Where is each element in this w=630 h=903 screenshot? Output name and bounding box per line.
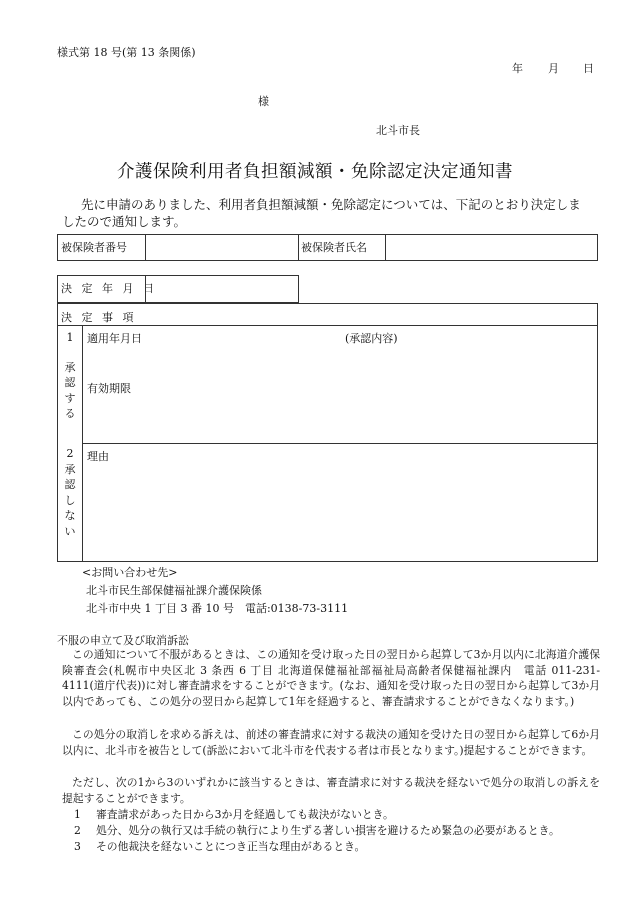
approve-char: 承: [64, 360, 76, 374]
list-item-text: 審査請求があった日から3か月を経過しても裁決がないとき。: [96, 808, 394, 821]
deny-char: 承: [64, 462, 76, 476]
document-title: 介護保険利用者負担額減額・免除認定決定通知書: [117, 162, 513, 182]
list-item: [74, 823, 560, 838]
approve-char: す: [64, 391, 76, 405]
approval-content-label: (承認内容): [345, 332, 398, 345]
objection-paragraph-1: この通知について不服があるときは、この通知を受け取った日の翌日から起算して3か月以内に北海道介護保険審査会(札幌市中央区北 3 条西 6 丁目 北海道保健福祉部福祉局高齢者保健福祉課内 電話 011-231-4111(道庁代表))に対し審査請求をすることができます。(なお、通知を受け取った日の翌日から起算して3か月以内であっても、この処分の翌日から起算して1年を経過すると、審査請求することができなくなります。): [62, 648, 600, 708]
objection-heading: 不服の申立て及び取消訴訟: [57, 634, 189, 647]
approve-char: 認: [64, 376, 76, 389]
divider: [82, 444, 83, 561]
form-number: 様式第 18 号(第 13 条関係): [57, 46, 196, 59]
deny-number: 2: [66, 447, 74, 460]
validity-label: 有効期限: [87, 382, 131, 395]
decision-date-label: 決 定 年 月 日: [61, 282, 157, 295]
list-item-text: 処分、処分の執行又は手続の執行により生ずる著しい損害を避けるため緊急の必要があるとき。: [96, 824, 560, 837]
objection-paragraph-2: この処分の取消しを求める訴えは、前述の審査請求に対する裁決の通知を受けた日の翌日から起算して6か月以内に、北斗市を被告として(訴訟において北斗市を代表する者は市長となります。)提起することができます。: [62, 728, 600, 757]
approve-section-box: [82, 325, 598, 444]
insured-number-field[interactable]: [146, 235, 296, 260]
apply-date-label: 適用年月日: [87, 332, 142, 345]
decision-matters-label: 決 定 事 項: [61, 311, 137, 324]
date-month-label: 月: [548, 62, 559, 75]
decision-date-field[interactable]: [146, 276, 296, 302]
contact-department: 北斗市民生部保健福祉課介護保険係: [86, 584, 262, 597]
reason-label: 理由: [87, 450, 109, 463]
table-top-border: [58, 303, 597, 304]
objection-paragraph-3: ただし、次の1から3のいずれかに該当するときは、審査請求に対する裁決を経ないで処分の取消しの訴えを提起することができます。: [62, 776, 600, 805]
approve-section-label: [58, 330, 82, 422]
insured-name-label: 被保険者氏名: [301, 241, 367, 254]
list-item-number: 2: [74, 824, 81, 837]
list-item-number: 3: [74, 840, 81, 853]
contact-heading: <お問い合わせ先>: [82, 566, 178, 579]
decision-matters-table: [57, 303, 598, 562]
date-year-label: 年: [512, 62, 523, 75]
contact-address-phone: 北斗市中央 1 丁目 3 番 10 号 電話:0138-73-3111: [86, 602, 349, 615]
insured-name-field[interactable]: [386, 235, 596, 260]
list-item-text: その他裁決を経ないことにつき正当な理由があるとき。: [96, 840, 366, 853]
list-item-number: 1: [74, 808, 81, 821]
addressee-suffix: 様: [258, 95, 269, 108]
deny-char: 認: [64, 478, 76, 491]
deny-char: な: [64, 509, 76, 522]
insured-info-row: [57, 234, 598, 261]
deny-char: い: [64, 524, 76, 538]
divider: [298, 235, 299, 260]
issuer-name: 北斗市長: [376, 124, 420, 137]
deny-char: し: [64, 493, 76, 507]
intro-paragraph: 先に申請のありました、利用者負担額減額・免除認定については、下記のとおり決定しましたので通知します。: [62, 197, 581, 229]
decision-date-row: [57, 275, 299, 303]
deny-section-label: [58, 446, 82, 539]
list-item: [74, 807, 394, 822]
approve-number: 1: [66, 331, 74, 344]
list-item: [74, 839, 365, 854]
date-day-label: 日: [583, 62, 594, 75]
insured-number-label: 被保険者番号: [61, 241, 127, 254]
approve-char: る: [64, 407, 76, 420]
